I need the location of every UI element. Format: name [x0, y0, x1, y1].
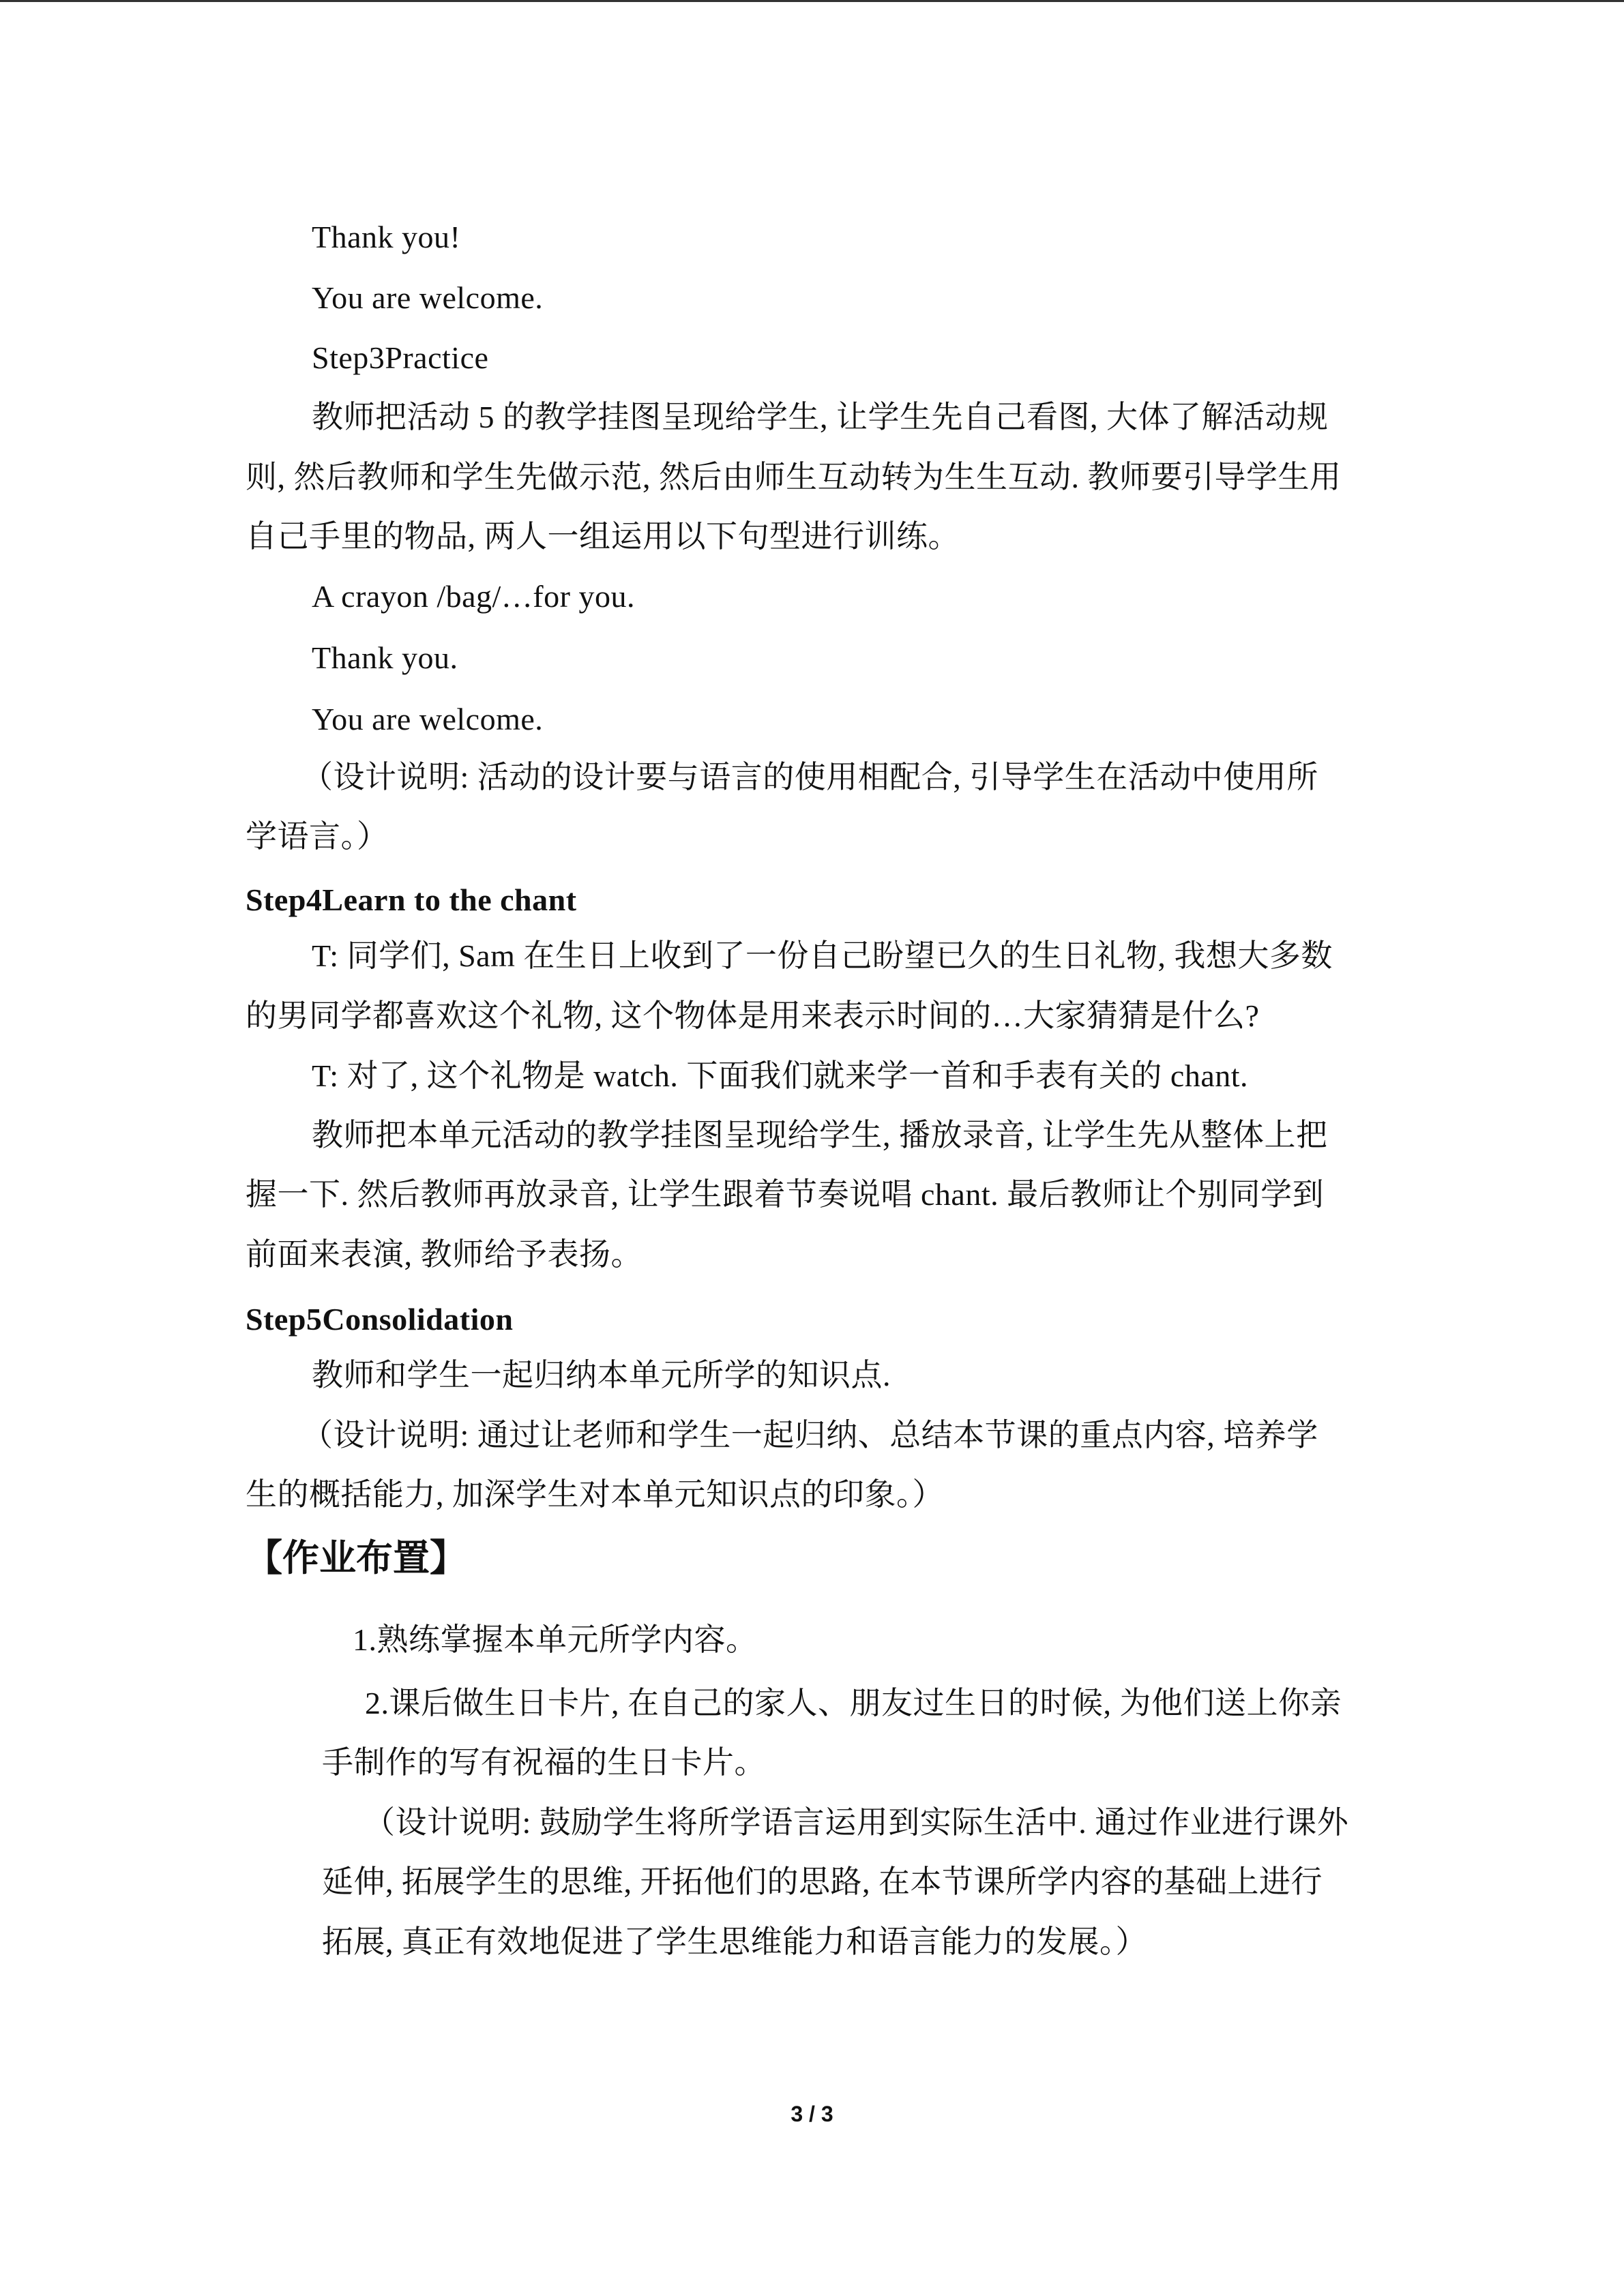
- body-line: 握一下. 然后教师再放录音, 让学生跟着节奏说唱 chant. 最后教师让个别同学到: [246, 1177, 1325, 1212]
- page-number: 3 / 3: [791, 2102, 833, 2126]
- body-line: 教师把活动 5 的教学挂图呈现给学生, 让学生先自己看图, 大体了解活动规: [312, 400, 1329, 434]
- design-note-line: （设计说明: 通过让老师和学生一起归纳、总结本节课的重点内容, 培养学: [301, 1418, 1318, 1452]
- design-note-line: 延伸, 拓展学生的思维, 开拓他们的思路, 在本节课所学内容的基础上进行: [322, 1864, 1323, 1899]
- design-note-line: 学语言。）: [246, 819, 389, 854]
- body-line: Step3Practice: [312, 340, 489, 375]
- body-line: 自己手里的物品, 两人一组运用以下句型进行训练。: [246, 519, 960, 554]
- body-line: Thank you.: [312, 640, 458, 675]
- homework-heading: 【作业布置】: [246, 1536, 467, 1579]
- design-note-line: 生的概括能力, 加深学生对本单元知识点的印象。）: [246, 1477, 944, 1512]
- body-line: You are welcome.: [312, 280, 544, 315]
- homework-line: 1.熟练掌握本单元所学内容。: [353, 1622, 758, 1657]
- body-line: 前面来表演, 教师给予表扬。: [246, 1237, 643, 1272]
- body-line: A crayon /bag/…for you.: [312, 579, 635, 614]
- body-line: T: 对了, 这个礼物是 watch. 下面我们就来学一首和手表有关的 chant.: [312, 1058, 1249, 1093]
- design-note-line: （设计说明: 鼓励学生将所学语言运用到实际生活中. 通过作业进行课外: [364, 1805, 1349, 1840]
- homework-line: 2.课后做生日卡片, 在自己的家人、朋友过生日的时候, 为他们送上你亲: [365, 1686, 1342, 1720]
- step-heading: Step4Learn to the chant: [246, 882, 577, 917]
- design-note-line: （设计说明: 活动的设计要与语言的使用相配合, 引导学生在活动中使用所: [301, 760, 1318, 794]
- body-line: 则, 然后教师和学生先做示范, 然后由师生互动转为生生互动. 教师要引导学生用: [246, 460, 1342, 494]
- design-note-line: 拓展, 真正有效地促进了学生思维能力和语言能力的发展。）: [322, 1924, 1147, 1959]
- body-line: T: 同学们, Sam 在生日上收到了一份自己盼望已久的生日礼物, 我想大多数: [312, 938, 1333, 973]
- body-line: You are welcome.: [312, 702, 544, 736]
- body-line: 的男同学都喜欢这个礼物, 这个物体是用来表示时间的…大家猜猜是什么?: [246, 998, 1260, 1033]
- body-line: 教师把本单元活动的教学挂图呈现给学生, 播放录音, 让学生先从整体上把: [312, 1118, 1328, 1152]
- body-line: 教师和学生一起归纳本单元所学的知识点.: [312, 1358, 891, 1392]
- homework-line: 手制作的写有祝福的生日卡片。: [322, 1745, 766, 1780]
- body-line: Thank you!: [312, 220, 461, 254]
- step-heading: Step5Consolidation: [246, 1302, 514, 1337]
